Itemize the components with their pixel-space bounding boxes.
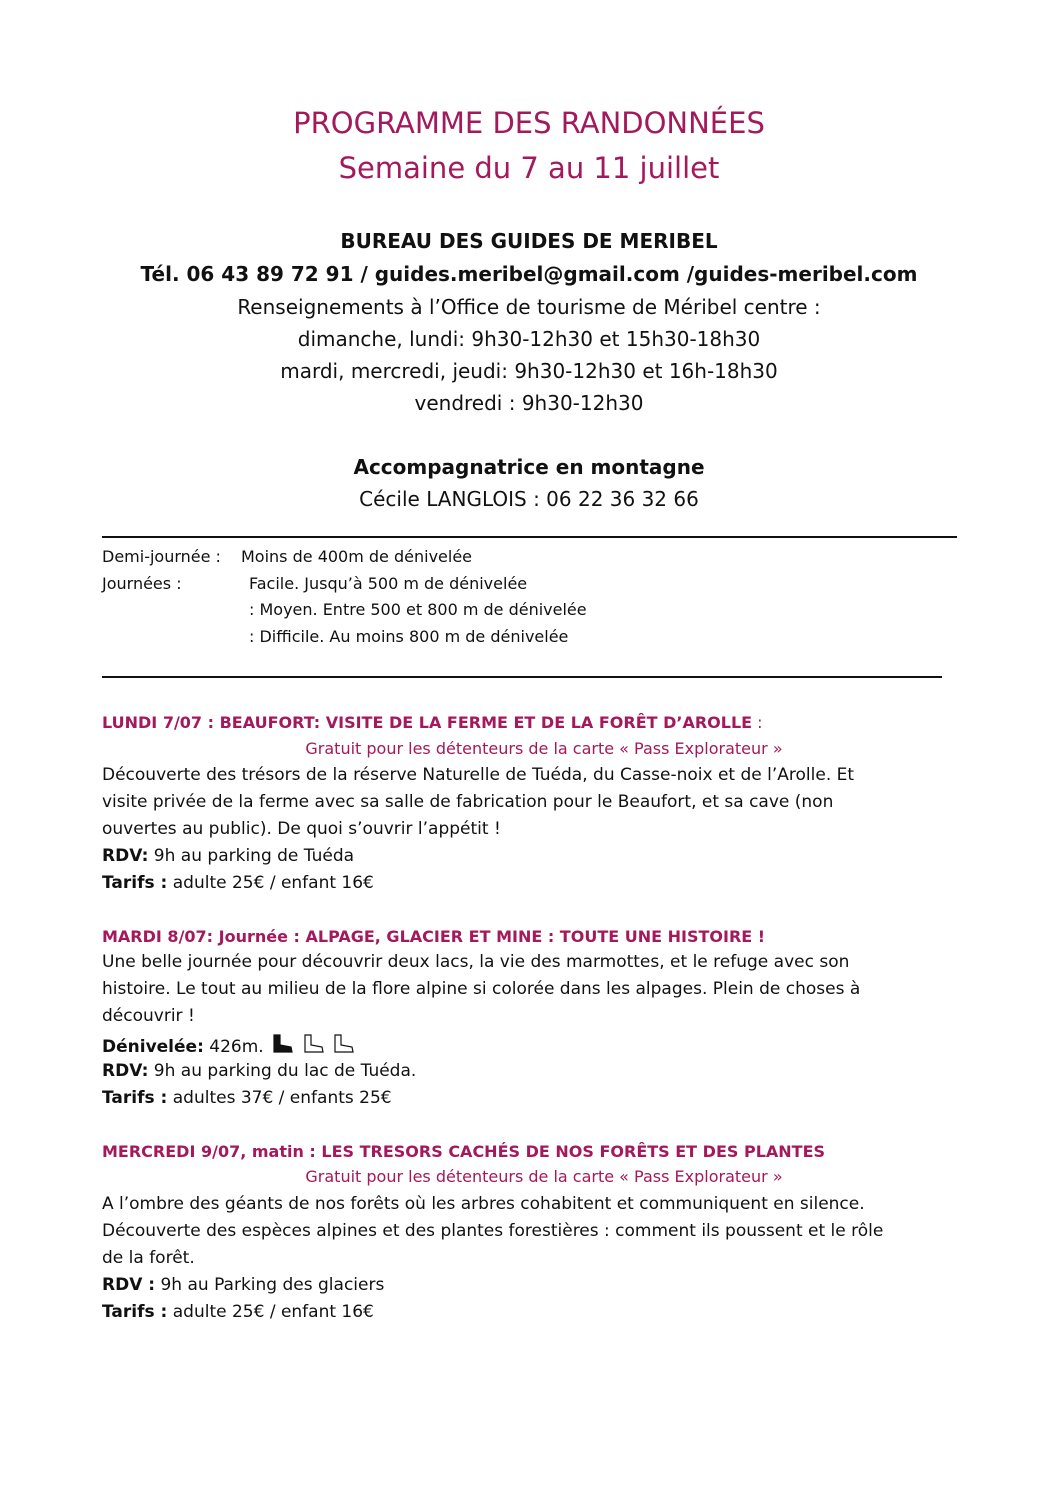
activity-rdv: RDV : 9h au Parking des glaciers — [102, 1275, 385, 1295]
guide-name: Cécile LANGLOIS : 06 22 36 32 66 — [359, 487, 699, 511]
activity-desc-line: visite privée de la ferme avec sa salle de fabrication pour le Beaufort, et sa cave (non — [102, 792, 834, 812]
hours-line: mardi, mercredi, jeudi: 9h30-12h30 et 16h-18h30 — [280, 359, 778, 383]
legend-half-day-label: Demi-journée : — [102, 547, 221, 566]
guide-role: Accompagnatrice en montagne — [353, 455, 705, 479]
bureau-contact: Tél. 06 43 89 72 91 / guides.meribel@gmail.com /guides-meribel.com — [140, 262, 918, 286]
activity-desc-line: ouvertes au public). De quoi s’ouvrir l’appétit ! — [102, 819, 501, 839]
activity-desc-line: Découverte des espèces alpines et des plantes forestières : comment ils poussent et le rôle — [102, 1221, 884, 1241]
activity-tarifs: Tarifs : adulte 25€ / enfant 16€ — [102, 873, 374, 893]
activity-rdv: RDV: 9h au parking de Tuéda — [102, 846, 355, 866]
legend-level-medium: : Moyen. Entre 500 et 800 m de dénivelée — [249, 600, 587, 619]
legend-days-label: Journées : — [102, 574, 182, 593]
activity-desc-line: Une belle journée pour découvrir deux lacs, la vie des marmottes, et le refuge avec son — [102, 952, 850, 972]
legend-half-day-text: Moins de 400m de dénivelée — [241, 547, 473, 566]
activity-promo: Gratuit pour les détenteurs de la carte « Pass Explorateur » — [305, 1167, 783, 1186]
activity-promo: Gratuit pour les détenteurs de la carte « Pass Explorateur » — [305, 739, 783, 758]
activity-denivele: Dénivelée: 426m. — [102, 1034, 355, 1057]
activity-desc-line: de la forêt. — [102, 1248, 195, 1268]
legend-level-hard: : Difficile. Au moins 800 m de dénivelée — [249, 627, 569, 646]
divider — [102, 676, 942, 678]
activity-rdv: RDV: 9h au parking du lac de Tuéda. — [102, 1061, 417, 1081]
boot-outline-icon — [333, 1034, 355, 1054]
activity-title: MARDI 8/07: Journée : ALPAGE, GLACIER ET MINE : TOUTE UNE HISTOIRE ! — [102, 927, 766, 946]
activity-desc-line: A l’ombre des géants de nos forêts où les arbres cohabitent et communiquent en silence. — [102, 1194, 865, 1214]
page-title: PROGRAMME DES RANDONNÉES — [293, 106, 765, 140]
difficulty-rating — [269, 1037, 355, 1057]
legend-level-easy: Facile. Jusqu’à 500 m de dénivelée — [249, 574, 528, 593]
week-subtitle: Semaine du 7 au 11 juillet — [338, 151, 720, 185]
activity-tarifs: Tarifs : adultes 37€ / enfants 25€ — [102, 1088, 392, 1108]
hours-line: dimanche, lundi: 9h30-12h30 et 15h30-18h30 — [297, 327, 761, 351]
divider — [102, 536, 957, 538]
activity-title: LUNDI 7/07 : BEAUFORT: VISITE DE LA FERME ET DE LA FORÊT D’AROLLE : — [102, 713, 763, 732]
activity-tarifs: Tarifs : adulte 25€ / enfant 16€ — [102, 1302, 374, 1322]
boot-filled-icon — [272, 1034, 294, 1054]
activity-desc-line: Découverte des trésors de la réserve Naturelle de Tuéda, du Casse-noix et de l’Arolle. Et — [102, 765, 855, 785]
bureau-name: BUREAU DES GUIDES DE MERIBEL — [340, 229, 718, 253]
activity-title: MERCREDI 9/07, matin : LES TRESORS CACHÉS DE NOS FORÊTS ET DES PLANTES — [102, 1142, 826, 1161]
hours-line: vendredi : 9h30-12h30 — [414, 391, 644, 415]
bureau-info: Renseignements à l’Office de tourisme de Méribel centre : — [237, 295, 821, 319]
boot-outline-icon — [303, 1034, 325, 1054]
activity-desc-line: histoire. Le tout au milieu de la flore alpine si colorée dans les alpages. Plein de choses à — [102, 979, 861, 999]
activity-desc-line: découvrir ! — [102, 1006, 195, 1026]
